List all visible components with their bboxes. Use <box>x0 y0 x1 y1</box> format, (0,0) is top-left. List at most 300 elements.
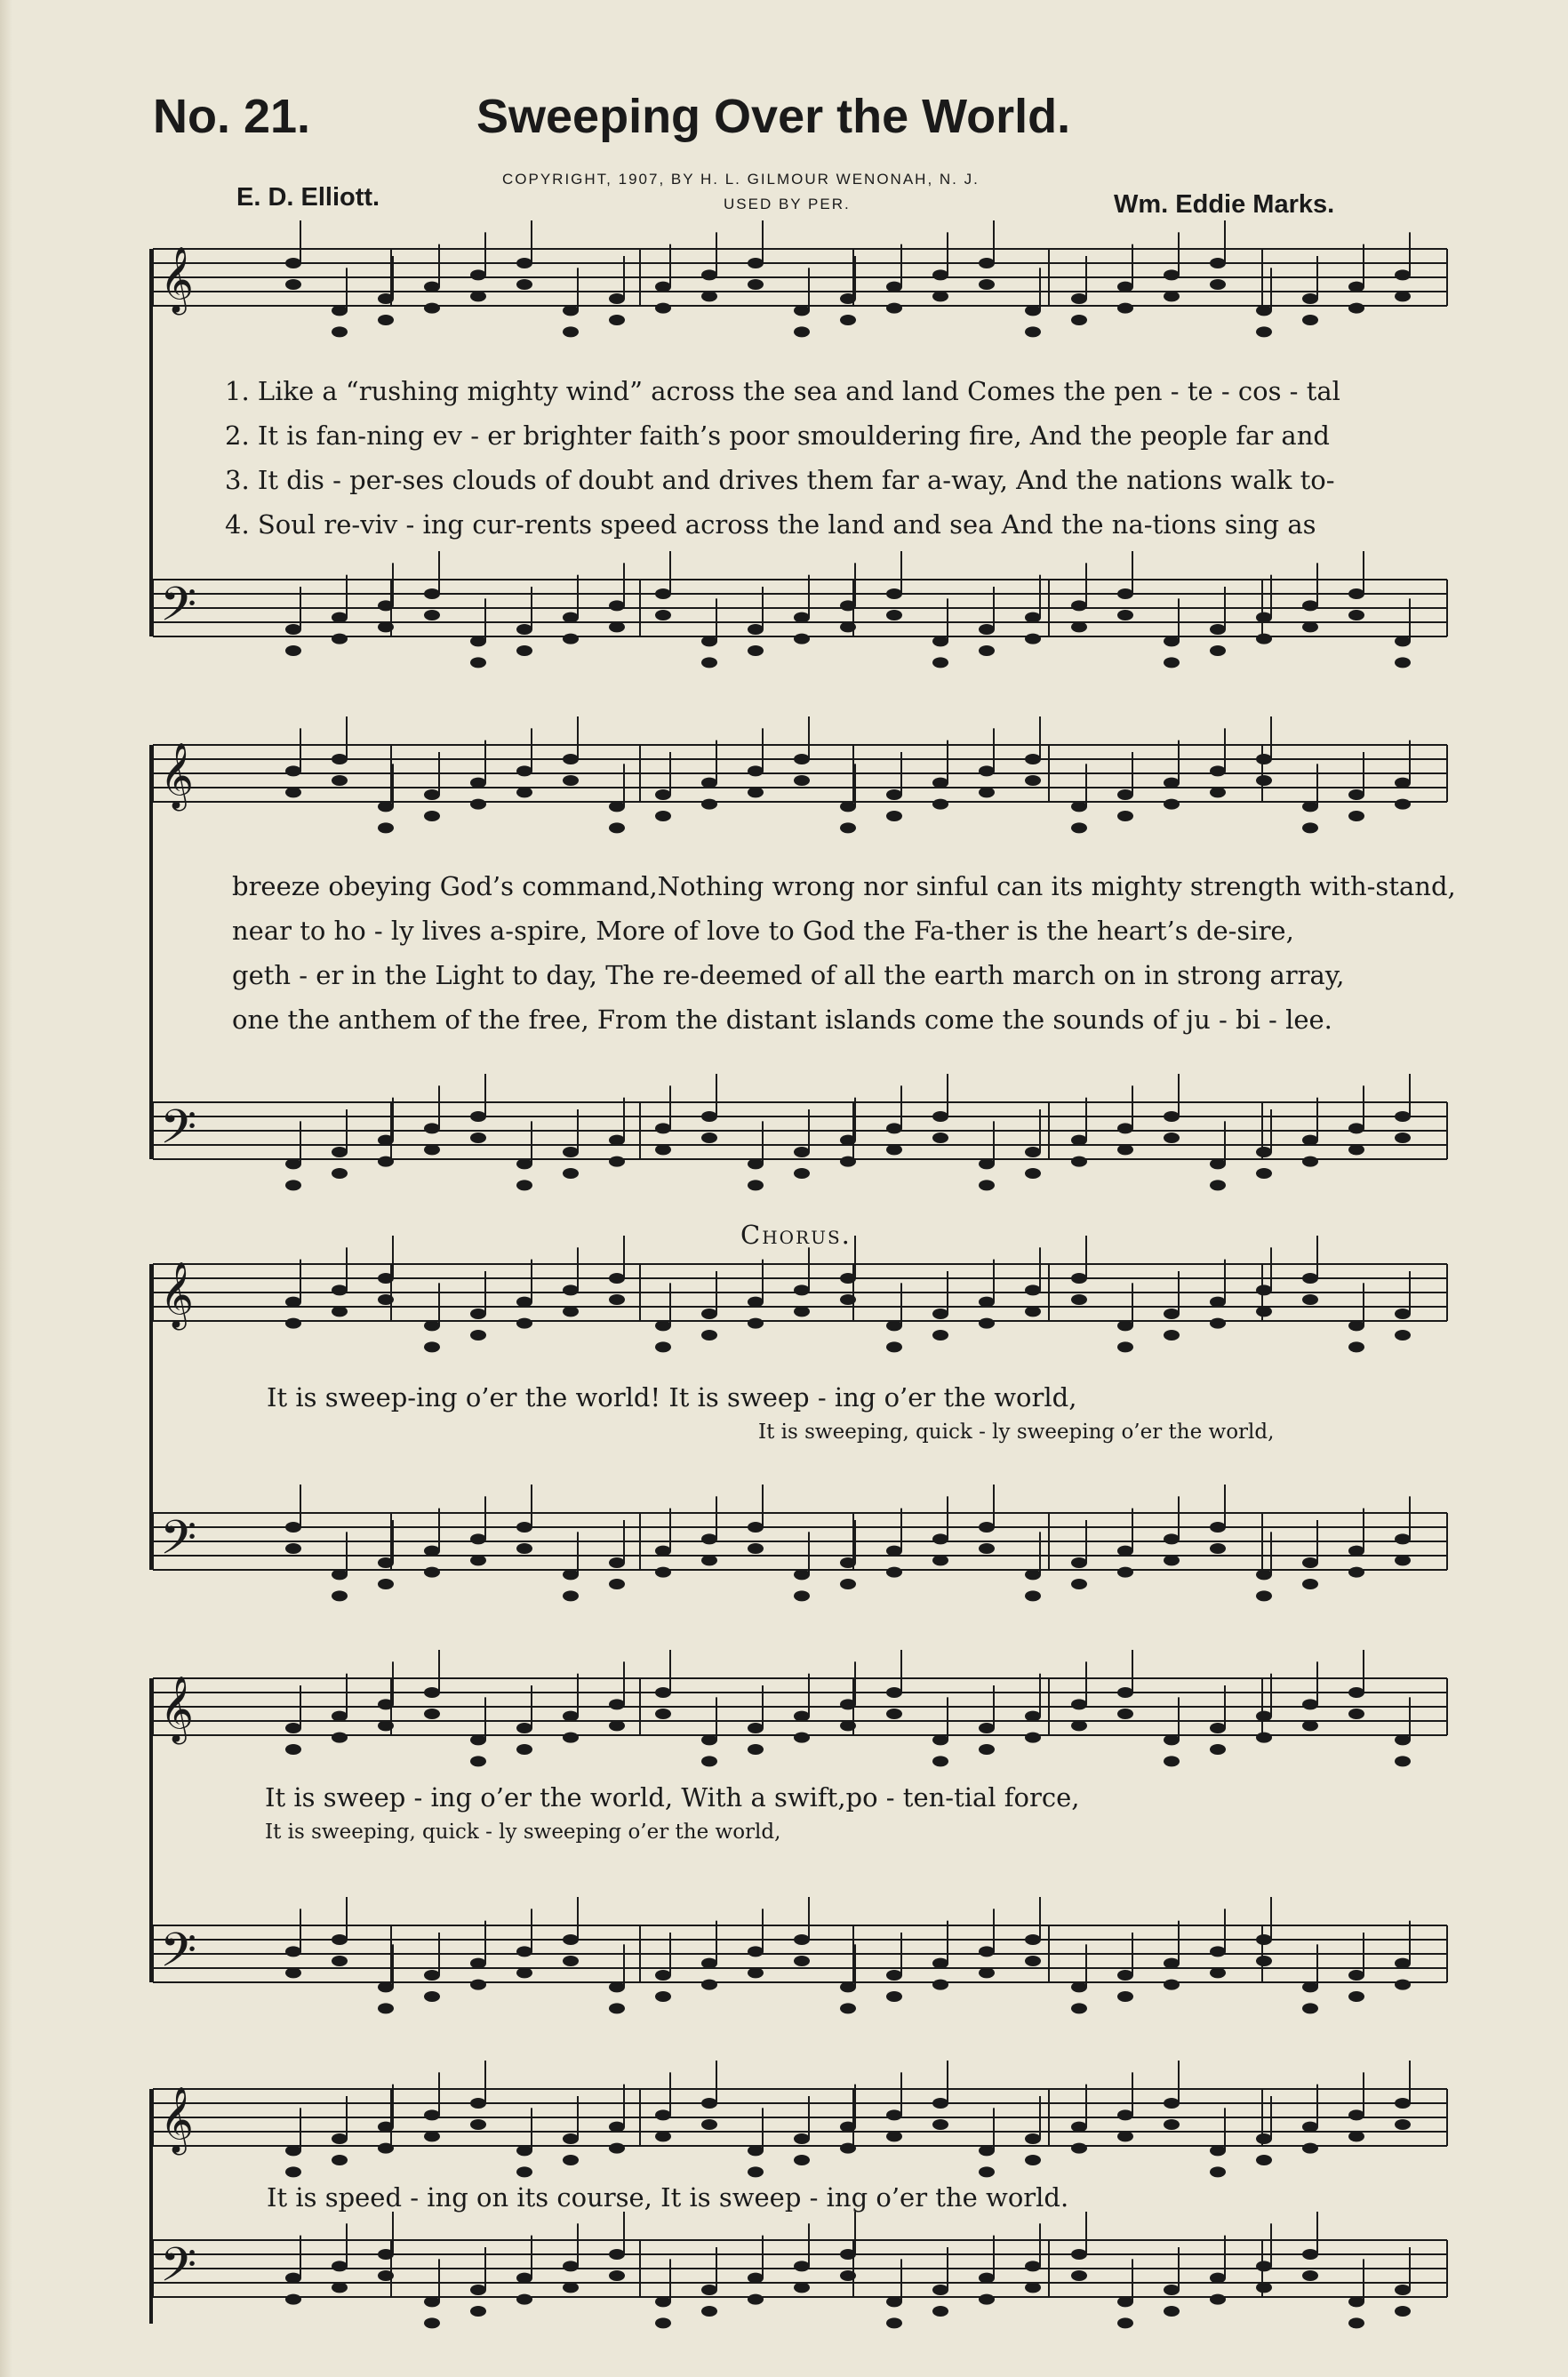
note-head <box>1071 822 1087 833</box>
note-head <box>748 645 764 656</box>
note-head <box>655 1970 671 1981</box>
note-head <box>840 1981 856 1992</box>
note-head <box>1117 789 1133 800</box>
note-head <box>332 2133 348 2144</box>
note-head <box>1348 282 1364 292</box>
note-head <box>701 269 717 280</box>
treble-clef-icon: 𝄞 <box>160 743 194 809</box>
note-head <box>1256 1168 1272 1179</box>
note-head <box>748 258 764 268</box>
note-head <box>1210 279 1226 290</box>
note-head <box>1071 1156 1087 1167</box>
note-head <box>1071 2270 1087 2281</box>
note-head <box>1395 636 1411 646</box>
note-head <box>1395 1734 1411 1745</box>
note-head <box>378 2249 394 2260</box>
note-head <box>1164 291 1180 301</box>
note-head <box>470 1111 486 1122</box>
note-head <box>1256 1934 1272 1945</box>
note-head <box>701 291 717 301</box>
note-head <box>516 2273 532 2284</box>
note-head <box>886 2131 902 2141</box>
note-head <box>563 1590 579 1601</box>
note-head <box>701 1309 717 1319</box>
note-head <box>886 282 902 292</box>
note-head <box>1164 2119 1180 2130</box>
note-head <box>886 1341 902 1352</box>
note-head <box>1117 303 1133 314</box>
note-head <box>1348 789 1364 800</box>
note-head <box>563 754 579 764</box>
note-head <box>840 1720 856 1731</box>
note-head <box>285 1744 301 1755</box>
note-head <box>378 1135 394 1146</box>
note-head <box>1395 2306 1411 2317</box>
note-head <box>609 2122 625 2133</box>
note-head <box>1256 1147 1272 1157</box>
note-head <box>701 1555 717 1565</box>
note-head <box>470 657 486 668</box>
note-head <box>979 624 995 635</box>
note-head <box>701 1756 717 1766</box>
note-head <box>516 787 532 797</box>
note-head <box>655 1709 671 1719</box>
note-head <box>1117 1341 1133 1352</box>
note-head <box>1256 1711 1272 1722</box>
note-head <box>655 2109 671 2120</box>
note-head <box>1117 2296 1133 2307</box>
note-head <box>470 1555 486 1565</box>
note-head <box>332 1168 348 1179</box>
note-head <box>748 1180 764 1190</box>
note-head <box>1256 305 1272 316</box>
note-head <box>701 657 717 668</box>
verse-1-line-1: 1. Like a “rushing mighty wind” across the sea and land Comes the pen - te - cos - tal <box>225 376 1340 406</box>
note-head <box>1117 588 1133 599</box>
note-head <box>1117 282 1133 292</box>
note-head <box>1117 1123 1133 1133</box>
note-head <box>424 1709 440 1719</box>
verse-4-line-1: 4. Soul re-viv - ing cur-rents speed across the land and sea And the na-tions sing as <box>225 509 1316 540</box>
note-head <box>1071 801 1087 812</box>
note-head <box>1025 2155 1041 2165</box>
note-head <box>840 1294 856 1305</box>
note-head <box>655 1546 671 1557</box>
note-head <box>979 1543 995 1554</box>
note-head <box>979 1158 995 1169</box>
note-head <box>1302 801 1318 812</box>
note-head <box>378 2122 394 2133</box>
note-head <box>932 291 948 301</box>
note-head <box>1210 645 1226 656</box>
note-head <box>1025 1956 1041 1966</box>
verse-1-line-2: breeze obeying God’s command,Nothing wrong nor sinful can its mighty strength with-stand, <box>232 871 1456 901</box>
note-head <box>1348 1991 1364 2002</box>
note-head <box>424 2131 440 2141</box>
note-head <box>1117 2131 1133 2141</box>
note-head <box>563 305 579 316</box>
note-head <box>701 636 717 646</box>
note-head <box>285 765 301 776</box>
note-head <box>1395 2285 1411 2295</box>
note-head <box>794 1733 810 1743</box>
note-head <box>655 811 671 821</box>
note-head <box>285 2273 301 2284</box>
note-head <box>1395 1756 1411 1766</box>
note-head <box>794 326 810 337</box>
note-head <box>332 775 348 786</box>
note-head <box>285 1522 301 1533</box>
verse-3-line-2: geth - er in the Light to day, The re-deemed of all the earth march on in strong array, <box>232 960 1345 990</box>
note-head <box>655 1144 671 1155</box>
note-head <box>1348 1567 1364 1578</box>
note-head <box>655 610 671 620</box>
note-head <box>886 1567 902 1578</box>
note-head <box>1164 1734 1180 1745</box>
note-head <box>516 645 532 656</box>
note-head <box>1025 634 1041 644</box>
note-head <box>979 1744 995 1755</box>
note-head <box>748 1946 764 1957</box>
note-head <box>1164 657 1180 668</box>
note-head <box>563 1569 579 1580</box>
note-head <box>932 1330 948 1341</box>
note-head <box>609 293 625 304</box>
note-head <box>886 1970 902 1981</box>
note-head <box>378 1156 394 1167</box>
note-head <box>1164 799 1180 810</box>
note-head <box>1071 1699 1087 1709</box>
note-head <box>701 1111 717 1122</box>
note-head <box>1256 775 1272 786</box>
note-head <box>655 1991 671 2002</box>
note-head <box>424 2317 440 2328</box>
note-head <box>748 2166 764 2177</box>
note-head <box>1164 1980 1180 1990</box>
note-head <box>1395 1111 1411 1122</box>
composer: Wm. Eddie Marks. <box>1114 190 1335 219</box>
note-head <box>1210 2273 1226 2284</box>
note-head <box>1256 1306 1272 1317</box>
note-head <box>1302 1981 1318 1992</box>
note-head <box>932 2285 948 2295</box>
note-head <box>332 2282 348 2293</box>
note-head <box>1025 2261 1041 2271</box>
note-head <box>1210 2166 1226 2177</box>
note-head <box>1025 1590 1041 1601</box>
note-head <box>563 2282 579 2293</box>
note-head <box>1256 2133 1272 2144</box>
note-head <box>655 588 671 599</box>
note-head <box>609 1273 625 1284</box>
bass-clef-icon: 𝄢 <box>160 1924 197 1989</box>
treble-clef-icon: 𝄞 <box>160 2087 194 2153</box>
note-head <box>840 2270 856 2281</box>
note-head <box>1117 1991 1133 2002</box>
note-head <box>794 2261 810 2271</box>
note-head <box>609 621 625 632</box>
note-head <box>424 1341 440 1352</box>
note-head <box>1395 1980 1411 1990</box>
note-head <box>979 1967 995 1978</box>
note-head <box>332 1285 348 1295</box>
note-head <box>1117 811 1133 821</box>
note-head <box>609 315 625 325</box>
note-head <box>701 2119 717 2130</box>
bass-clef-icon: 𝄢 <box>160 578 197 644</box>
note-head <box>979 1522 995 1533</box>
note-head <box>1302 1557 1318 1568</box>
note-head <box>1348 610 1364 620</box>
note-head <box>516 279 532 290</box>
note-head <box>1210 2145 1226 2156</box>
note-head <box>794 1934 810 1945</box>
note-head <box>932 1533 948 1544</box>
note-head <box>470 1734 486 1745</box>
note-head <box>979 2294 995 2305</box>
note-head <box>1210 787 1226 797</box>
note-head <box>886 1320 902 1331</box>
note-head <box>1395 799 1411 810</box>
note-head <box>1025 305 1041 316</box>
note-head <box>470 2119 486 2130</box>
note-head <box>1395 1132 1411 1143</box>
note-head <box>840 822 856 833</box>
note-head <box>424 282 440 292</box>
note-head <box>886 1709 902 1719</box>
note-head <box>378 293 394 304</box>
note-head <box>1164 1756 1180 1766</box>
note-head <box>748 2273 764 2284</box>
note-head <box>1302 2122 1318 2133</box>
note-head <box>285 1158 301 1169</box>
note-head <box>1348 2131 1364 2141</box>
note-head <box>332 326 348 337</box>
note-head <box>1025 1711 1041 1722</box>
note-head <box>1117 1970 1133 1981</box>
note-head <box>979 1946 995 1957</box>
note-head <box>285 624 301 635</box>
note-head <box>1117 1687 1133 1698</box>
note-head <box>932 1980 948 1990</box>
note-head <box>378 822 394 833</box>
note-head <box>701 1958 717 1969</box>
note-head <box>378 621 394 632</box>
note-head <box>424 1320 440 1331</box>
note-head <box>1395 1309 1411 1319</box>
note-head <box>886 2317 902 2328</box>
note-head <box>1256 634 1272 644</box>
note-head <box>655 282 671 292</box>
note-head <box>516 1297 532 1308</box>
hymn-number: No. 21. <box>153 90 311 143</box>
note-head <box>1210 1180 1226 1190</box>
note-head <box>378 315 394 325</box>
note-head <box>1302 621 1318 632</box>
note-head <box>701 2285 717 2295</box>
note-head <box>1025 1285 1041 1295</box>
note-head <box>701 1533 717 1544</box>
note-head <box>932 269 948 280</box>
note-head <box>655 1567 671 1578</box>
bass-clef-icon: 𝄢 <box>160 1100 197 1166</box>
note-head <box>979 787 995 797</box>
note-head <box>1256 612 1272 623</box>
note-head <box>1256 2261 1272 2271</box>
note-head <box>840 1557 856 1568</box>
note-head <box>886 588 902 599</box>
note-head <box>424 610 440 620</box>
note-head <box>1302 2003 1318 2013</box>
note-head <box>1210 1543 1226 1554</box>
note-head <box>563 1934 579 1945</box>
note-head <box>840 2003 856 2013</box>
note-head <box>424 1687 440 1698</box>
note-head <box>794 1590 810 1601</box>
note-head <box>1302 1579 1318 1589</box>
note-head <box>1302 600 1318 611</box>
verse-2-line-1: 2. It is fan-ning ev - er brighter faith’s poor smouldering fire, And the people far and <box>225 420 1330 451</box>
note-head <box>470 269 486 280</box>
note-head <box>1071 1273 1087 1284</box>
note-head <box>1348 1123 1364 1133</box>
note-head <box>424 2109 440 2120</box>
note-head <box>1256 1956 1272 1966</box>
note-head <box>424 1970 440 1981</box>
note-head <box>840 2249 856 2260</box>
note-head <box>424 2296 440 2307</box>
note-head <box>332 1956 348 1966</box>
note-head <box>378 1294 394 1305</box>
note-head <box>1025 1306 1041 1317</box>
note-head <box>794 1285 810 1295</box>
note-head <box>378 600 394 611</box>
note-head <box>748 787 764 797</box>
note-head <box>609 801 625 812</box>
note-head <box>332 1711 348 1722</box>
note-head <box>285 1180 301 1190</box>
note-head <box>609 1981 625 1992</box>
used-by-notice: USED BY PER. <box>724 196 851 212</box>
note-head <box>840 293 856 304</box>
chorus-line-1: It is sweep-ing o’er the world! It is sweep - ing o’er the world, <box>267 1382 1077 1413</box>
note-head <box>563 1306 579 1317</box>
note-head <box>1302 315 1318 325</box>
note-head <box>285 1543 301 1554</box>
note-head <box>886 789 902 800</box>
note-head <box>932 1111 948 1122</box>
note-head <box>378 801 394 812</box>
note-head <box>516 1318 532 1329</box>
note-head <box>1302 822 1318 833</box>
note-head <box>979 2273 995 2284</box>
note-head <box>1071 621 1087 632</box>
note-head <box>424 811 440 821</box>
note-head <box>1348 1341 1364 1352</box>
note-head <box>1025 2282 1041 2293</box>
note-head <box>1071 600 1087 611</box>
note-head <box>886 811 902 821</box>
note-head <box>1395 1555 1411 1565</box>
note-head <box>516 765 532 776</box>
note-head <box>701 1734 717 1745</box>
note-head <box>932 799 948 810</box>
note-head <box>655 1341 671 1352</box>
note-head <box>516 1543 532 1554</box>
note-head <box>1164 2306 1180 2317</box>
note-head <box>1210 1318 1226 1329</box>
note-head <box>1395 2098 1411 2109</box>
note-head <box>794 612 810 623</box>
note-head <box>701 1132 717 1143</box>
note-head <box>516 1158 532 1169</box>
note-head <box>1348 1709 1364 1719</box>
note-head <box>794 634 810 644</box>
note-head <box>1348 811 1364 821</box>
note-head <box>748 624 764 635</box>
note-head <box>748 1543 764 1554</box>
note-head <box>748 1967 764 1978</box>
note-head <box>470 1309 486 1319</box>
note-head <box>979 2166 995 2177</box>
note-head <box>1025 1733 1041 1743</box>
note-head <box>932 1309 948 1319</box>
note-head <box>1025 1934 1041 1945</box>
note-head <box>748 2145 764 2156</box>
note-head <box>378 1557 394 1568</box>
note-head <box>794 1147 810 1157</box>
note-head <box>655 1123 671 1133</box>
note-head <box>1071 1981 1087 1992</box>
note-head <box>1117 1709 1133 1719</box>
note-head <box>1302 2270 1318 2281</box>
note-head <box>1164 1533 1180 1544</box>
note-head <box>840 1699 856 1709</box>
note-head <box>655 1687 671 1698</box>
note-head <box>470 1132 486 1143</box>
note-head <box>886 2109 902 2120</box>
note-head <box>1348 1970 1364 1981</box>
note-head <box>701 778 717 788</box>
note-head <box>840 1135 856 1146</box>
note-head <box>285 787 301 797</box>
bass-clef-icon: 𝄢 <box>160 2238 197 2304</box>
note-head <box>378 1720 394 1731</box>
note-head <box>1348 588 1364 599</box>
note-head <box>794 2155 810 2165</box>
note-head <box>701 2098 717 2109</box>
note-head <box>1395 2119 1411 2130</box>
note-head <box>794 775 810 786</box>
note-head <box>840 801 856 812</box>
note-head <box>1348 2317 1364 2328</box>
note-head <box>516 2145 532 2156</box>
note-head <box>748 765 764 776</box>
note-head <box>332 754 348 764</box>
note-head <box>1395 291 1411 301</box>
note-head <box>1256 1590 1272 1601</box>
note-head <box>1071 2122 1087 2133</box>
note-head <box>332 1306 348 1317</box>
lyricist: E. D. Elliott. <box>236 183 380 212</box>
note-head <box>470 799 486 810</box>
note-head <box>1210 1522 1226 1533</box>
note-head <box>979 279 995 290</box>
note-head <box>655 2317 671 2328</box>
note-head <box>1164 1330 1180 1341</box>
note-head <box>516 1946 532 1957</box>
note-head <box>748 279 764 290</box>
